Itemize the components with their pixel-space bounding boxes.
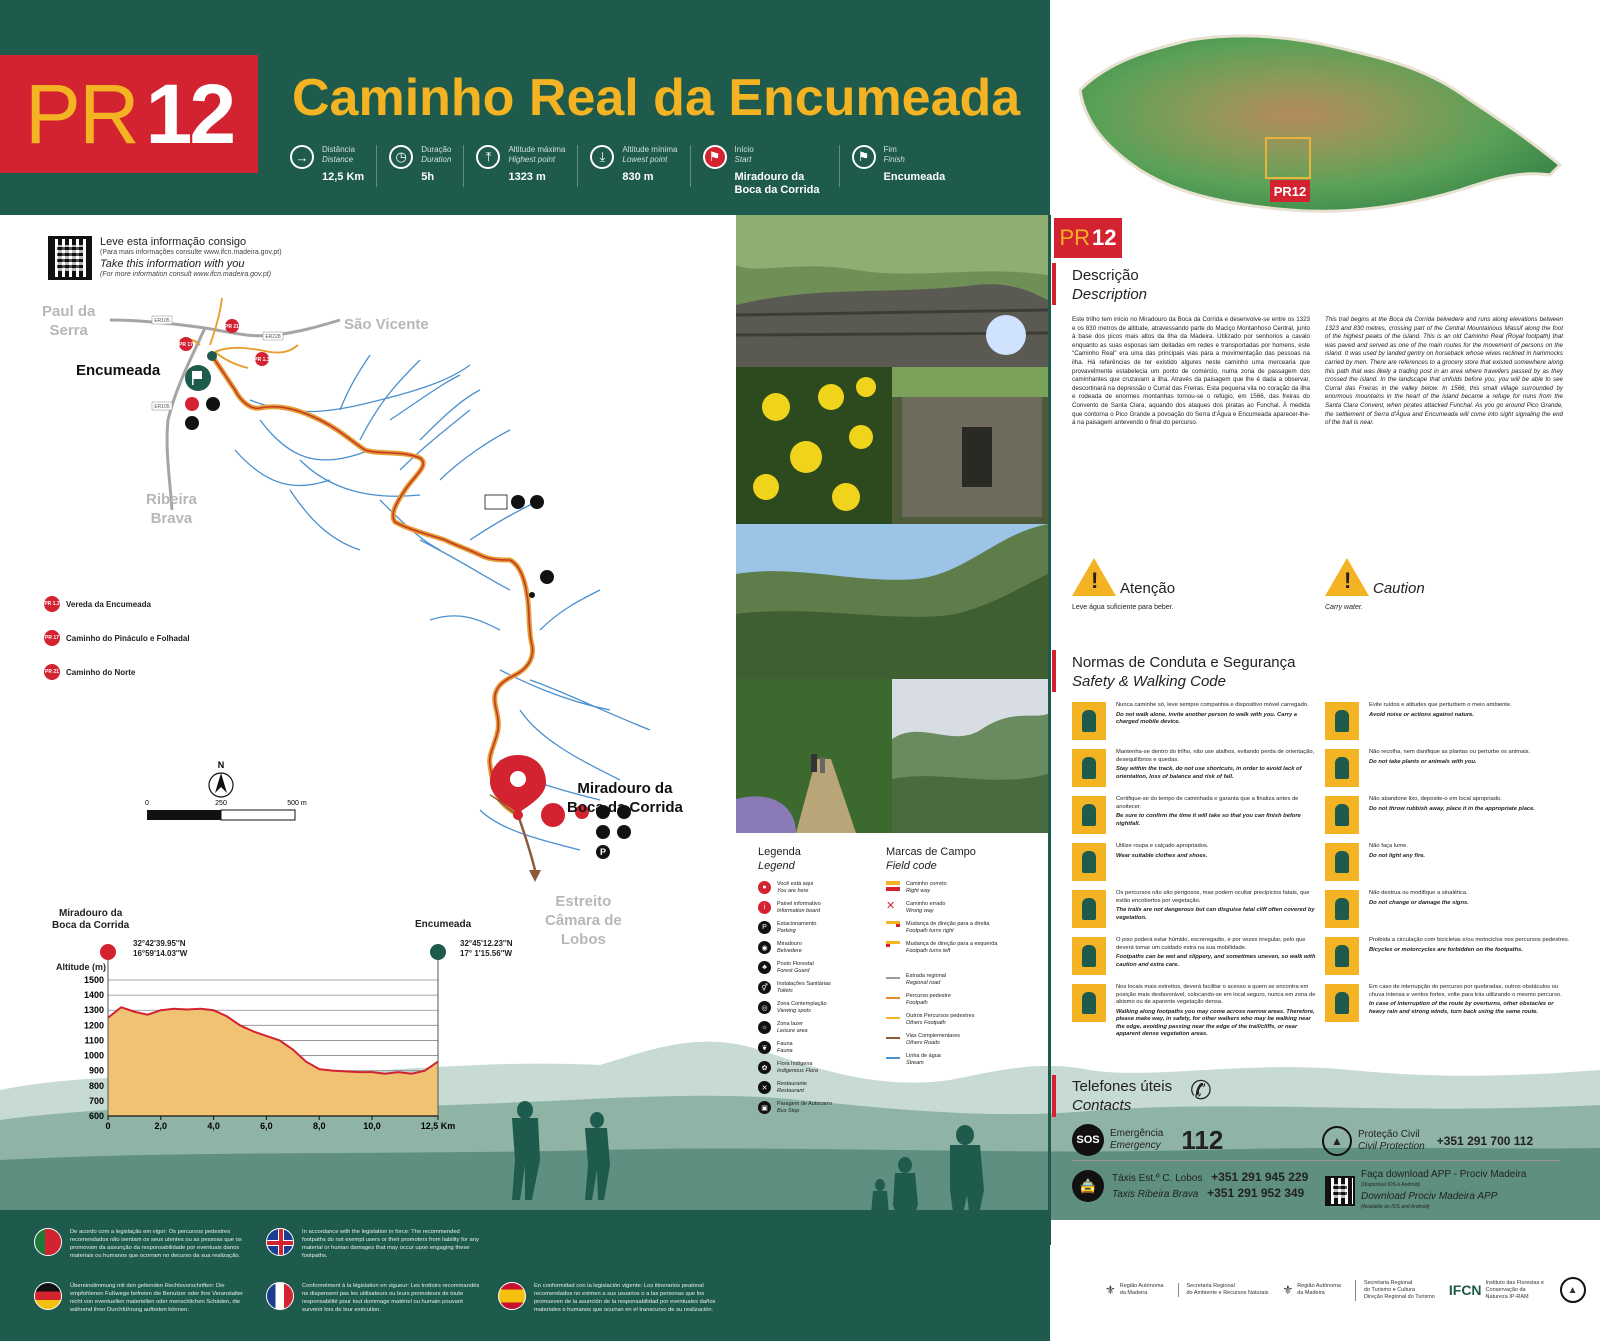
trail-title: Caminho Real da Encumeada: [292, 69, 1021, 127]
stone-house-photo: [892, 367, 1048, 524]
island-relief-map: [1070, 20, 1570, 220]
stat-clock: ◷ Duração Duration 5h: [389, 145, 464, 187]
header-banner: [0, 0, 1050, 215]
conduct-rule: Não faça lume. Do not light any fire.: [1325, 843, 1570, 890]
description-title: Descrição Description: [1072, 267, 1148, 303]
encumeada-icons: [185, 365, 220, 430]
place-estreito: Estreito Câmara de Lobos: [545, 893, 622, 948]
rule-pictogram-icon: [1325, 890, 1359, 928]
conduct-rule: Não abandone lixo, deposite-o em local apropriado. Do not throw rubbish away, place it in the appropriate place.: [1325, 796, 1570, 843]
rule-pictogram-icon: [1072, 749, 1106, 787]
caution-pt: ! Atenção Leve água suficiente para beber.: [1072, 558, 1116, 596]
civil-protection-logo-icon: ▲: [1560, 1277, 1586, 1303]
disclaimer-pt: De acordo com a legislação em vigor: Os percursos pedestres recomendados não isentam os seus utentes ou as pessoas que os promovam da assunção da responsabilidade por eventuais danos materiais ou humanos que ocorram no decurso da sua realização.: [34, 1228, 250, 1260]
y-tick-label: 1200: [83, 1020, 104, 1031]
column-divider: [1048, 215, 1051, 1245]
foggy-valley-photo: [892, 679, 1048, 833]
place-sao-vicente: São Vicente: [344, 316, 429, 333]
safety-rule: Mantenha-se dentro do trilho, não use atalhos, evitando perda de orientação, desequilíbrios e quedas. Stay within the track, do not use shortcuts, in order to avoid lack of orientation, loss of balance and risk of fall.: [1072, 749, 1317, 796]
stat-altitude-max: ⤒ Altitude máxima Highest point 1323 m: [476, 145, 578, 187]
y-tick-label: 600: [88, 1111, 104, 1121]
conduct-rule: Não recolha, nem danifique as plantas ou perturbe os animais. Do not take plants or animals with you.: [1325, 749, 1570, 796]
disclaimer-fr: Conformément à la législation en vigueur: Les trottoirs recommandés ne dispensent pas les utilisateurs ou leurs promoteurs de toute responsabilité pour tout dommage matériel ou humain pouvant survenir lors de leur exécution.: [266, 1282, 482, 1314]
conduct-rule: Em caso de interrupção do percurso por quebradas, outros obstáculos ou chuva intensa e ventos fortes, volte para trás utilizando o mesmo percurso. In case of interruption of the route by overturns, other obstacles or heavy rain and strong winds, turn back using the same route.: [1325, 984, 1570, 1031]
legend-list: [758, 881, 868, 1115]
footer-disclaimers: [0, 1210, 1050, 1341]
taxi-icon: 🚖: [1072, 1170, 1104, 1202]
logo-sra: Secretaria Regional do Ambiente e Recursos Naturais: [1178, 1283, 1269, 1297]
svg-text:PR 21: PR 21: [225, 324, 239, 330]
legend-item: i Painel informativo Information board: [758, 901, 868, 915]
x-tick-label: 0: [105, 1121, 111, 1131]
road-arrow: [529, 870, 541, 882]
svg-text:P: P: [599, 847, 607, 857]
safety-rule: Nunca caminhe só, leve sempre companhia e dispositivo móvel carregado. Do not walk alone, invite another person to walk with you. Carry a charged mobile device.: [1072, 702, 1317, 749]
info-icon: i: [758, 901, 771, 914]
x-tick-label: 10,0: [363, 1121, 381, 1131]
disclaimer-es: En conformidad con la legislación vigente: Los itinerarios peatonal recomendados no eximen a sus usuarios o a las personas que los promueven de la asunción de la responsabilidad por eventuales daños materiales o humanos que ocurran en el transcurso de su realización.: [498, 1282, 724, 1314]
legend-title-pt: Legenda: [758, 846, 801, 858]
start-flag-icon: [100, 944, 116, 960]
right-pr-badge: PR 12: [1054, 218, 1122, 258]
sos-icon: SOS: [1072, 1124, 1104, 1156]
legend-item: ❦ Fauna Fauna: [758, 1041, 868, 1055]
viewing-spot-icon: ◎: [758, 1001, 771, 1014]
altitude-max-icon: ⤒: [476, 145, 500, 169]
x-tick-label: 6,0: [260, 1121, 273, 1131]
legend-item: ⚥ Instalações Sanitárias Toilets: [758, 981, 868, 995]
rule-pictogram-icon: [1325, 984, 1359, 1022]
route-legend-item: PR 21 Caminho do Norte: [44, 664, 190, 680]
uk-flag-icon: [266, 1228, 294, 1256]
fauna-icon: ❦: [758, 1041, 771, 1054]
viewpoint-icon: ◉: [758, 941, 771, 954]
route-legend: [44, 596, 190, 680]
logo-ifcn: IFCN Instituto das Florestas e Conservação da Natureza IP-RAM: [1448, 1279, 1544, 1300]
y-tick-label: 1000: [83, 1050, 104, 1061]
rule-pictogram-icon: [1325, 937, 1359, 975]
field-code-item: Caminho correto Right way: [886, 881, 1036, 895]
stat-finish-flag: ⚑ Fim Finish Encumeada: [852, 145, 958, 187]
forest-guard-icon: ♣: [758, 961, 771, 974]
rule-pictogram-icon: [1325, 702, 1359, 740]
description-en: This trail begins at the Boca da Corrida belvedere and runs along elevations between 1323 and 830 metres, crossing part of the Central Mountainous Massif along the foot of the highest peaks of the island. This is an old Caminho Real (Royal footpath) that was paved and served as one of the main routes for the movement of persons on the island. It was used by landed gentry on horseback whose wives reclined in hammocks carried by men. There are references to a grocery store that existed somewhere along this path that was likely a trading post in an area where travellers passed by as they crossed the island. In the landscape that unfolds before you, you will be able to see Curral das Freiras in the valley below. In 1566, this small village surrounded by enormous mountains in the heart of the island became a refuge for nuns from the Santa Clara Convent, when pirates attacked Funchal. As you go around Pico Grande, the settlement of Serra d'Água and Encumeada will come into sight signaling the end of the trail is near.: [1325, 316, 1563, 427]
complementary-road: [518, 815, 535, 870]
rule-pictogram-icon: [1325, 843, 1359, 881]
leisure-icon: ☼: [758, 1021, 771, 1034]
france-flag-icon: [266, 1282, 294, 1310]
legend-item: ◉ Miradouro Belvedere: [758, 941, 868, 955]
finish-flag-icon: [430, 944, 446, 960]
stat-altitude-min: ⤓ Altitude mínima Lowest point 830 m: [590, 145, 690, 187]
app-qr-code[interactable]: [1325, 1176, 1355, 1206]
profile-start-name: Miradouro da Boca da Corrida: [52, 908, 130, 931]
conduct-rule: Proibida a circulação com bicicletas e/ou motociclos nos percursos pedestres. Bicycles or motorcycles are forbidden on the footpaths.: [1325, 937, 1570, 984]
description-pt: Este trilho tem início no Miradouro da Boca da Corrida e desenvolve-se entre os 1323 e os 830 metros de altitude, atravessando parte do Maciço Montanhoso Central, junto à base dos picos mais altos da Ilha da Madeira. Utilizado por senhorios a cavalo enquanto as suas esposas iam deitadas em redes e transportadas por homens, este "Caminho Real" era uma das principais vias para a movimentação das pessoas na ilha. Há referências de ter existido algures neste caminho uma mercearia que provavelmente estabelecia um ponto de comércio, numa zona de passagem dos caminhantes que cruzavam a ilha. Através da paisagem que lhe é dada a observar, descortinará na depressão o Curral das Freiras. Esta pequena vila no coração da ilha e rodeada de enormes montanhas tornou-se o refúgio, em 1566, das freiras do Convento de Santa Clara, aquando dos ataques dos piratas ao Funchal. À medida que contorna o Pico Grande a povoação do Serra d'Água e Encumeada aparecer-lhe-á na paisagem antevendo o final do percurso.: [1072, 316, 1310, 427]
coat-of-arms-icon: ⚜: [1105, 1282, 1116, 1297]
badge-pr: PR: [24, 66, 138, 161]
conduct-rule: Evite ruídos e atitudes que perturbem o meio ambiente. Avoid noise or actions against nature.: [1325, 702, 1570, 749]
svg-text:250: 250: [215, 800, 227, 807]
profile-end-coords: 32°45'12.23''N 17° 1'15.56''W: [460, 939, 513, 958]
yellow-flowers-photo: [736, 367, 892, 524]
elevation-profile-chart: [50, 930, 490, 1160]
legend-item: ▣ Paragem de Autocarro Bus Stop: [758, 1101, 868, 1115]
field-code-title-en: Field code: [886, 860, 937, 872]
place-encumeada: Encumeada: [76, 362, 161, 379]
y-tick-label: 900: [88, 1065, 104, 1076]
safety-rule: Certifique-se do tempo de caminhada e garanta que a finaliza antes de anoitecer. Be sure to confirm the time it will take so that you can finish before nightfall.: [1072, 796, 1317, 843]
legend: [758, 845, 868, 1121]
field-code-item: Outros Percursos pedestres Others Footpath: [886, 1013, 1036, 1027]
rules-right-list: [1325, 702, 1570, 1031]
place-paul-da-serra: Paul da Serra: [42, 303, 96, 339]
x-tick-label: 4,0: [207, 1121, 220, 1131]
logo-raм-1: ⚜ Região Autónoma da Madeira: [1105, 1282, 1164, 1297]
qr-line-4: (For more information consult www.ifcn.madeira.gov.pt): [100, 271, 272, 278]
clock-icon: ◷: [389, 145, 413, 169]
altitude-min-icon: ⤓: [590, 145, 614, 169]
island-pr-label: PR12: [1273, 184, 1307, 199]
svg-text:PR 1.3: PR 1.3: [254, 357, 270, 363]
rule-pictogram-icon: [1072, 890, 1106, 928]
field-code-item: Linha de água Stream: [886, 1053, 1036, 1067]
toilets-icon: ⚥: [758, 981, 771, 994]
take-info-block: [48, 236, 348, 284]
pr-badge: [0, 55, 258, 173]
legend-item: ♣ Posto Florestal Forest Guard: [758, 961, 868, 975]
rule-pictogram-icon: [1072, 937, 1106, 975]
arrow-right-icon: →: [290, 145, 314, 169]
north-arrow: [209, 760, 233, 797]
contacts-bar: [1052, 1075, 1056, 1117]
rules-left-list: [1072, 702, 1317, 1037]
start-flag-icon: ⚑: [703, 145, 727, 169]
legend-item: ☼ Zona lazer Leisure area: [758, 1021, 868, 1035]
rule-pictogram-icon: [1072, 796, 1106, 834]
svg-text:0: 0: [145, 800, 149, 807]
germany-flag-icon: [34, 1282, 62, 1310]
y-tick-label: 1300: [83, 1005, 104, 1016]
elevation-area: [108, 1007, 438, 1116]
svg-text:ER228: ER228: [265, 334, 281, 340]
safety-rule: O piso poderá estar húmido, escorregadio, e por vezes irregular, pelo que deverá tomar um cuidado extra na sua mobilidade. Footpaths can be wet and slippery, and sometimes uneven, so walk with caution and extra care.: [1072, 937, 1317, 984]
profile-end-name: Encumeada: [415, 919, 472, 930]
svg-text:500 m: 500 m: [287, 800, 307, 807]
svg-text:N: N: [217, 760, 225, 770]
rule-pictogram-icon: [1072, 984, 1106, 1022]
qr-code[interactable]: [48, 236, 92, 280]
stone-wall-photo: [736, 215, 1048, 367]
y-tick-label: 1400: [83, 990, 104, 1001]
y-tick-label: 1500: [83, 975, 104, 985]
qr-line-2: (Para mais informações consulte www.ifcn.madeira.gov.pt): [100, 249, 282, 256]
field-code-item: Percurso pedestre Footpath: [886, 993, 1036, 1007]
main-route: [212, 356, 533, 815]
y-tick-label: 1100: [84, 1035, 104, 1046]
flora-icon: ✿: [758, 1061, 771, 1074]
emergency-contact[interactable]: SOS Emergência Emergency 112: [1072, 1124, 1223, 1156]
x-tick-label: 8,0: [312, 1121, 326, 1131]
legend-item: P Estacionamento Parking: [758, 921, 868, 935]
y-tick-label: 800: [88, 1080, 104, 1091]
parking-icon: P: [758, 921, 771, 934]
logo-srtc: Secretaria Regional do Turismo e Cultura Direção Regional do Turismo: [1355, 1280, 1435, 1301]
app-download[interactable]: Faça download APP - Prociv Madeira (Disponível IOS e Android) Download Prociv Madeira APP (Available on IOS and Android): [1325, 1170, 1526, 1212]
logo-ram-2: ⚜ Região Autónoma da Madeira: [1282, 1282, 1341, 1297]
svg-text:ER105: ER105: [154, 404, 170, 410]
field-code-item: Mudança de direção para a direita Footpath turns right: [886, 921, 1036, 935]
stat-start-flag: ⚑ Início Start Miradouro da Boca da Corrida: [703, 145, 840, 187]
stat-arrow-right: → Distância Distance 12,5 Km: [290, 145, 377, 187]
rules-title: Normas de Conduta e Segurança Safety & Walking Code: [1072, 654, 1296, 690]
field-code-item: ✕ Caminho errado Wrong way: [886, 900, 946, 914]
island-shape: [1080, 36, 1560, 211]
conduct-rule: Não destrua ou modifique a sinalética. Do not change or damage the signs.: [1325, 890, 1570, 937]
restaurant-icon: ✕: [758, 1081, 771, 1094]
rule-pictogram-icon: [1325, 796, 1359, 834]
valley-photo: [736, 524, 1048, 679]
rule-pictogram-icon: [1325, 749, 1359, 787]
field-code-title-pt: Marcas de Campo: [886, 846, 976, 858]
desc-bar: [1052, 263, 1056, 305]
taxi-contacts[interactable]: 🚖 Táxis Est.º C. Lobos +351 291 945 229 Taxis Ribeira Brava +351 291 952 349: [1072, 1170, 1308, 1202]
route-legend-item: PR 17 Caminho do Pináculo e Folhadal: [44, 630, 190, 646]
safety-rule: Os percursos não são perigosos, mas podem ocultar precipícios fatais, que estão encobertos por vegetação. The trails are not dangerous but can disguise fatal cliff often covered by vegetation.: [1072, 890, 1317, 937]
place-ribeira-brava: Ribeira Brava: [146, 491, 197, 527]
field-code-item: Vias Complementares Others Roads: [886, 1033, 1036, 1047]
disclaimer-en: In accordance with the legislation in force: The recommended footpaths do not exempt users or their promoters from liability for any material or human damages that may occur upon engaging these footpaths.: [266, 1228, 482, 1260]
warning-icon: !: [1072, 558, 1116, 596]
civil-protection-icon: ▲: [1322, 1126, 1352, 1156]
legend-item: ◎ Zona Contemplação Viewing spots: [758, 1001, 868, 1015]
profile-start-coords: 32°42'39.95''N 16°59'14.03''W: [133, 939, 188, 958]
qr-line-1: Leve esta informação consigo: [100, 236, 247, 248]
trail-stats: [290, 145, 969, 196]
field-code-list: [886, 881, 1036, 1067]
svg-text:ER105: ER105: [154, 318, 170, 324]
x-tick-label: 12,5 Km: [420, 1121, 456, 1131]
contacts-title: Telefones úteis Contacts: [1072, 1078, 1173, 1114]
warning-icon: !: [1325, 558, 1369, 596]
you-are-here-pin: [490, 755, 546, 815]
route-legend-item: PR 1.3 Vereda da Encumeada: [44, 596, 190, 612]
safety-rule: Nos locais mais estreitos, deverá facilitar o acesso a quem se encontra em posição mais desfavorável, colocando-se em local seguro, nunca em zona de abismo ou de aparente vegetação densa. Walking along footpaths you may come across narrow areas. Therefore, please make way, in safety, for other walkers who may be walking near the edge, avoiding passing near the edge of the trail/cliffs, or near apparent dense vegetation areas.: [1072, 984, 1317, 1031]
bus-stop-icon: ▣: [758, 1101, 771, 1114]
logos-row: [1105, 1277, 1586, 1303]
rule-pictogram-icon: [1072, 843, 1106, 881]
hikers-path-photo: [736, 679, 892, 833]
x-tick-label: 2,0: [154, 1121, 168, 1131]
rule-pictogram-icon: [1072, 702, 1106, 740]
spain-flag-icon: [498, 1282, 526, 1310]
portugal-flag-icon: [34, 1228, 62, 1256]
legend-item: ✕ Restaurante Restaurant: [758, 1081, 868, 1095]
field-code-item: Estrada regional Regional road: [886, 973, 1036, 987]
safety-rule: Utilize roupa e calçado apropriados. Wear suitable clothes and shoes.: [1072, 843, 1317, 890]
viewing-spot-icon: [540, 570, 554, 584]
encumeada-point: [207, 351, 217, 361]
nature-icons: [485, 495, 544, 509]
rules-bar: [1052, 650, 1056, 692]
streams: [235, 355, 650, 850]
badge-number: 12: [145, 66, 234, 161]
you-are-here-icon: ●: [758, 881, 771, 894]
scale-bar: [145, 800, 307, 820]
y-tick-label: 700: [88, 1095, 104, 1106]
caution-en: ! Caution Carry water.: [1325, 558, 1369, 596]
qr-line-3: Take this information with you: [100, 258, 245, 270]
profile-ylabel: Altitude (m): [56, 962, 106, 972]
field-code-item: Mudança de direção para a esquerda Footpath turns left: [886, 941, 1036, 955]
legend-item: ✿ Flora Indígena Indigenous Flora: [758, 1061, 868, 1075]
emergency-number: 112: [1181, 1124, 1224, 1155]
disclaimer-de: Übereinstimmung mit den geltenden Rechtsvorschriften: Die empfohlenen Fußwege befreien die Benutzer oder ihre Veranstalter nicht von eventuellen materiellen oder menschlichen Schäden, die während ihrer Durchführung auftreten können.: [34, 1282, 250, 1314]
place-miradouro: Miradouro da Boca da Corrida: [567, 780, 683, 816]
viewpoint-point: [529, 592, 535, 598]
legend-item: ● Você está aqui You are here: [758, 881, 868, 895]
svg-text:PR 17: PR 17: [179, 342, 193, 348]
field-code: [886, 845, 1036, 1073]
legend-title-en: Legend: [758, 860, 795, 872]
contacts-divider: [1072, 1160, 1560, 1161]
coat-of-arms-icon: ⚜: [1282, 1282, 1294, 1297]
phone-icon: ✆: [1190, 1075, 1212, 1105]
civil-protection-contact[interactable]: ▲ Proteção Civil Civil Protection +351 291 700 112: [1322, 1126, 1533, 1156]
finish-flag-icon: ⚑: [852, 145, 876, 169]
